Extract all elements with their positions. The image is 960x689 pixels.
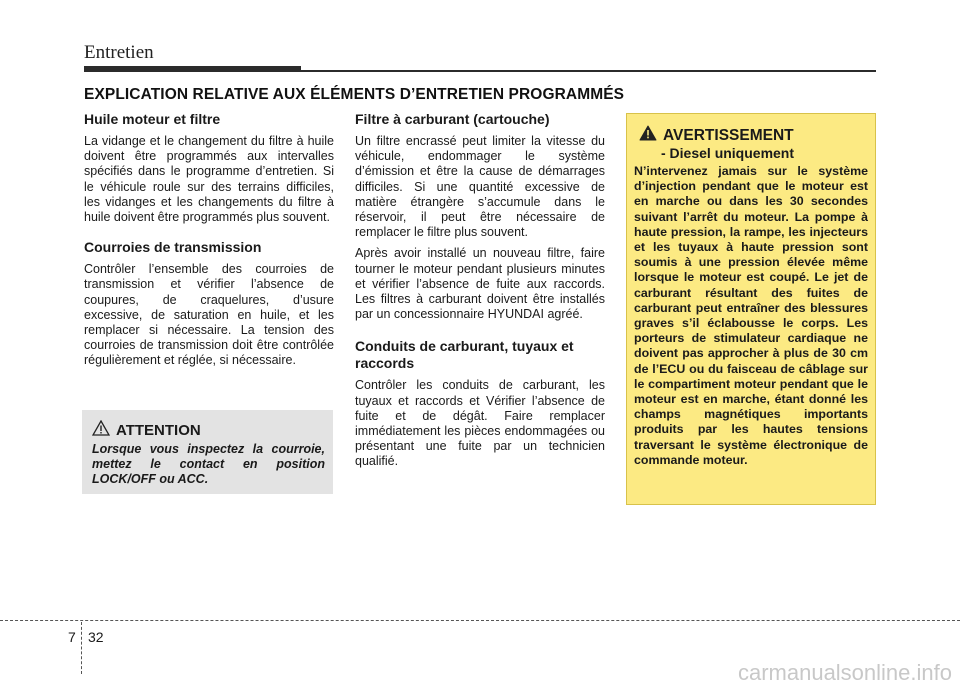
- footer-divider: [81, 622, 82, 674]
- header-rule: [301, 70, 876, 72]
- warning-title: AVERTISSEMENT: [663, 126, 794, 144]
- filter-text-1: Un filtre encrassé peut limiter la vitesse du véhicule, endommager le système d’émission et être la cause de démarrages difficiles. Si une quantité excessive de matière étrangère s’accumule dans le réservoir, il peut être nécessaire de remplacer le filtre plus souvent.: [355, 134, 605, 240]
- attention-body: Lorsque vous inspectez la courroie, mettez le contact en position LOCK/OFF ou ACC.: [92, 442, 325, 486]
- watermark: carmanualsonline.info: [737, 660, 952, 685]
- warning-subtitle: - Diesel uniquement: [661, 145, 795, 161]
- attention-title: ATTENTION: [116, 422, 201, 439]
- column-middle: [355, 111, 605, 482]
- attention-box: [82, 410, 333, 494]
- filter-text-2: Après avoir installé un nouveau filtre, faire tourner le moteur pendant plusieurs minutes et vérifier l’absence de fuite aux raccords. Les filtres à carburant doivent être installés par un concessionnaire HYUNDAI agréé.: [355, 246, 605, 322]
- belts-heading: Courroies de transmission: [84, 239, 262, 256]
- page-number: 32: [88, 629, 104, 645]
- warning-body: N’intervenez jamais sur le système d’injection pendant que le moteur est en marche ou dans les 30 secondes suivant l’arrêt du moteur. La pompe à haute pression, la rampe, les injecteurs et les tuyaux à haute pression sont soumis à une pression élevée même lorsque le moteur est coupé. Le jet de carburant résultant des fuites de carburant peut entraîner des blessures graves s’il éclabousse le corps. Les porteurs de stimulateur cardiaque ne doivent pas approcher à plus de 30 cm de l’ECU ou du faisceau de câblage sur le compartiment moteur pendant que le moteur est en marche, étant donné les champs magnétiques importants produits par les hautes tensions traversant le système électronique de commande moteur.: [634, 164, 868, 467]
- warning-box: [626, 113, 876, 505]
- fuel-lines-text: Contrôler les conduits de carburant, les tuyaux et raccords et Vérifier l’absence de fuite et de dégât. Faire remplacer immédiatement les pièces endommagées ou présentant une fuite par un technicien qualifié.: [355, 378, 605, 469]
- oil-text: La vidange et le changement du filtre à huile doivent être programmés aux intervalles spécifiés dans le programme d’entretien. Si le véhicule roule sur des terrains difficiles, les vidanges et les changements du filtre à huile doivent être programmés plus souvent.: [84, 134, 334, 225]
- filter-heading: Filtre à carburant (cartouche): [355, 111, 550, 127]
- footer-rule: [0, 620, 960, 621]
- warning-triangle-filled-icon: [639, 125, 657, 146]
- section-title: EXPLICATION RELATIVE AUX ÉLÉMENTS D’ENTRETIEN PROGRAMMÉS: [84, 86, 625, 103]
- chapter-number: 7: [68, 629, 76, 645]
- header-bar: [84, 66, 301, 72]
- fuel-lines-heading: Conduits de carburant, tuyaux et raccords: [355, 338, 574, 372]
- column-left: [84, 111, 334, 381]
- oil-heading: Huile moteur et filtre: [84, 111, 221, 127]
- header-title: Entretien: [84, 42, 154, 63]
- belts-text: Contrôler l’ensemble des courroies de transmission et vérifier l’absence de coupures, de craquelures, d’usure excessive, de saturation en huile, et les remplacer si nécessaire. La tension des courroies de transmission doit être contrôlée régulièrement et réglée, si nécessaire.: [84, 262, 334, 368]
- warning-triangle-outline-icon: [92, 420, 110, 441]
